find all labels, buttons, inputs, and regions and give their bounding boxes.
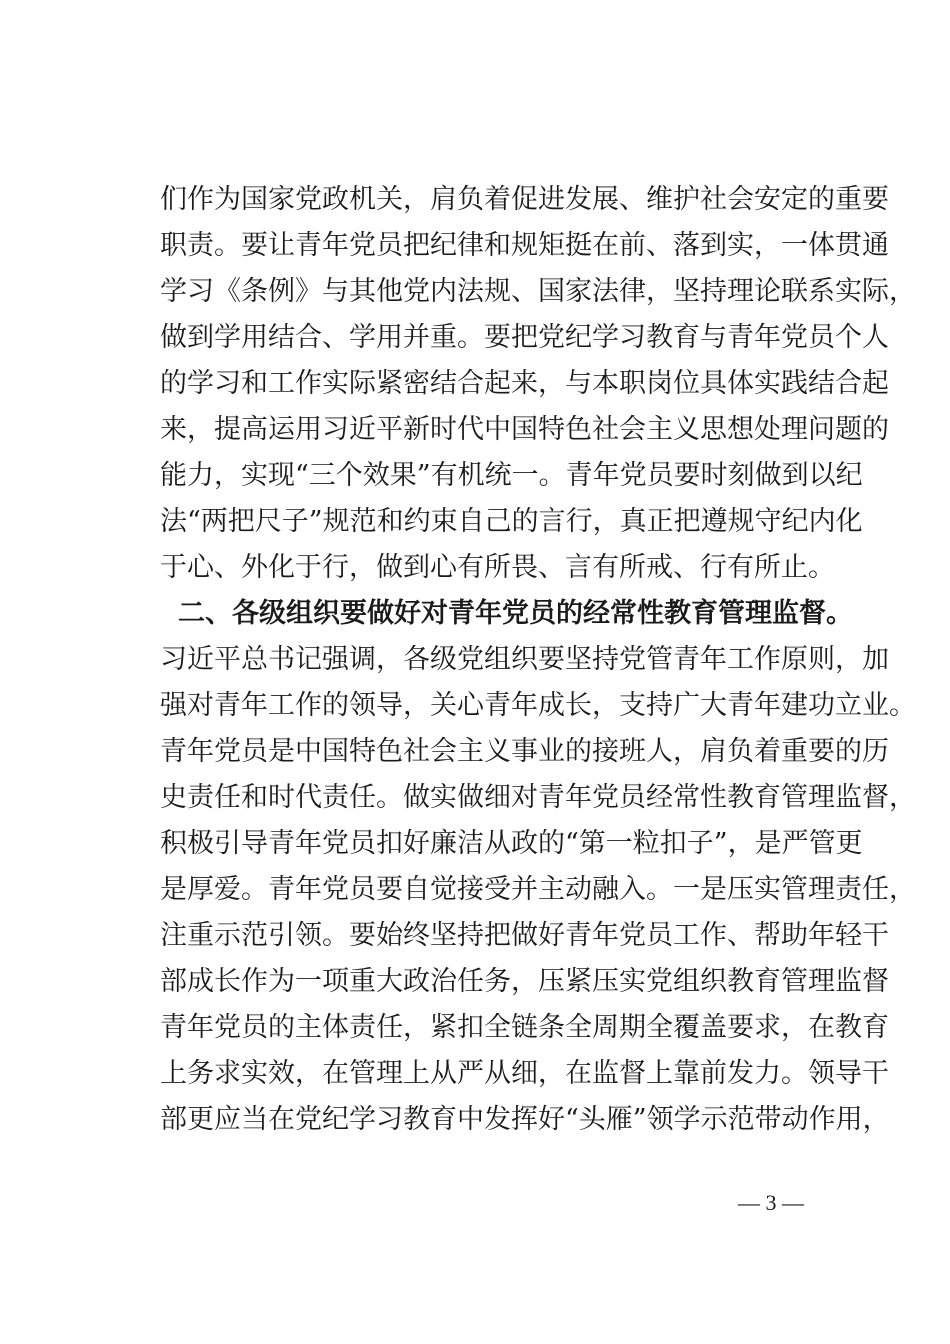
text-line: 注重示范引领。要始终坚持把做好青年党员工作、帮助年轻干 bbox=[160, 920, 889, 951]
section-heading: 二、各级组织要做好对青年党员的经常性教育管理监督。 bbox=[178, 598, 853, 629]
text-line: 史责任和时代责任。做实做细对青年党员经常性教育管理监督， bbox=[160, 782, 916, 813]
text-line: 部更应当在党纪学习教育中发挥好“头雁”领学示范带动作用， bbox=[160, 1104, 890, 1135]
text-line: 是厚爱。青年党员要自觉接受并主动融入。一是压实管理责任， bbox=[160, 874, 916, 905]
text-line: 职责。要让青年党员把纪律和规矩挺在前、落到实，一体贯通 bbox=[160, 230, 889, 261]
document-body bbox=[160, 177, 916, 1143]
page-number: — 3 — bbox=[738, 1190, 804, 1215]
text-line: 习近平总书记强调，各级党组织要坚持党管青年工作原则，加 bbox=[160, 644, 889, 675]
text-line: 上务求实效，在管理上从严从细，在监督上靠前发力。领导干 bbox=[160, 1058, 889, 1089]
text-line: 部成长作为一项重大政治任务，压紧压实党组织教育管理监督 bbox=[160, 966, 889, 997]
text-line: 法“两把尺子”规范和约束自己的言行，真正把遵规守纪内化 bbox=[160, 506, 863, 537]
text-line: 的学习和工作实际紧密结合起来，与本职岗位具体实践结合起 bbox=[160, 368, 889, 399]
text-line: 能力，实现“三个效果”有机统一。青年党员要时刻做到以纪 bbox=[160, 460, 863, 491]
text-line: 积极引导青年党员扣好廉洁从政的“第一粒扣子”，是严管更 bbox=[160, 828, 863, 859]
text-line: 学习《条例》与其他党内法规、国家法律，坚持理论联系实际， bbox=[160, 276, 916, 307]
text-line: 青年党员是中国特色社会主义事业的接班人，肩负着重要的历 bbox=[160, 736, 889, 767]
text-line: 于心、外化于行，做到心有所畏、言有所戒、行有所止。 bbox=[160, 552, 835, 583]
text-line: 来，提高运用习近平新时代中国特色社会主义思想处理问题的 bbox=[160, 414, 889, 445]
text-line: 强对青年工作的领导，关心青年成长，支持广大青年建功立业。 bbox=[160, 690, 916, 721]
text-line: 做到学用结合、学用并重。要把党纪学习教育与青年党员个人 bbox=[160, 322, 889, 353]
text-line: 青年党员的主体责任，紧扣全链条全周期全覆盖要求，在教育 bbox=[160, 1012, 889, 1043]
text-line: 们作为国家党政机关，肩负着促进发展、维护社会安定的重要 bbox=[160, 184, 889, 215]
